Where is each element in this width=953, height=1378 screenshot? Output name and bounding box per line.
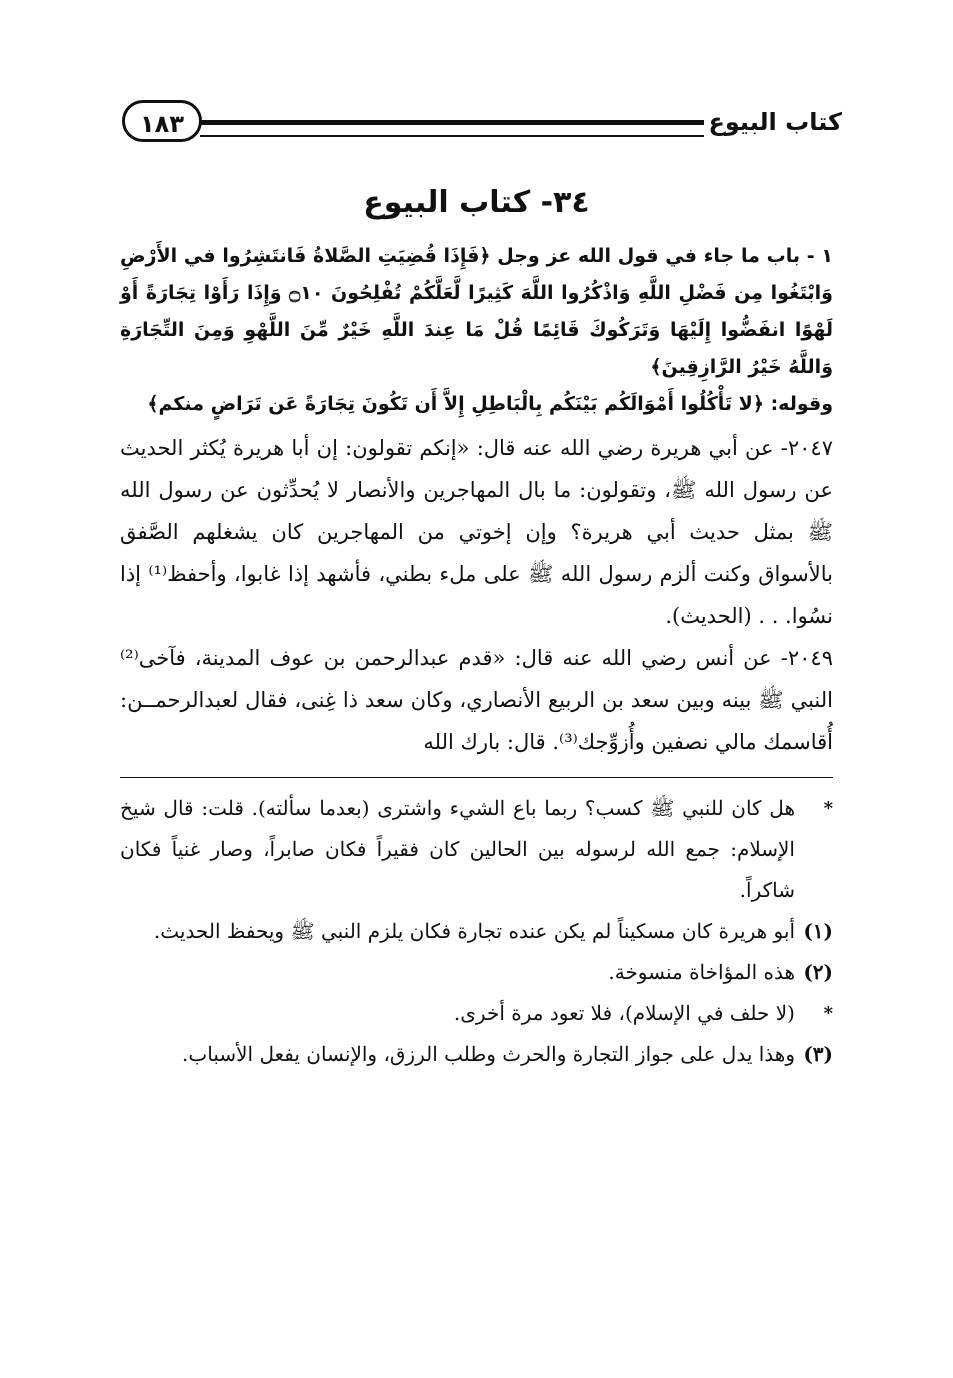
star-marker: * bbox=[823, 798, 833, 819]
running-header bbox=[122, 100, 842, 150]
footnote-text: (لا حلف في الإسلام)، فلا تعود مرة أخرى. bbox=[453, 1001, 795, 1025]
footnotes bbox=[120, 788, 833, 1075]
footnote-number: (٣) bbox=[803, 1042, 833, 1066]
footnote-text: أبو هريرة كان مسكيناً لم يكن عنده تجارة فكان يلزم النبي ﷺ ويحفظ الحديث. bbox=[153, 919, 795, 943]
footnote-item bbox=[120, 993, 833, 1034]
page-content bbox=[120, 238, 833, 1075]
footnote-text: وهذا يدل على جواز التجارة والحرث وطلب الرزق، والإنسان يفعل الأسباب. bbox=[182, 1042, 795, 1066]
header-rule bbox=[200, 120, 704, 137]
chapter-title: ٣٤- كتاب البيوع bbox=[363, 185, 590, 220]
star-marker: * bbox=[823, 1003, 833, 1024]
page-number: ١٨٣ bbox=[122, 100, 202, 142]
bab-verse: ١ - باب ما جاء في قول الله عز وجل ﴿فَإِذَا قُضِيَتِ الصَّلاةُ فَانتَشِرُوا في الأَرْضِ وَابْتَغُوا مِن فَضْلِ اللَّهِ وَاذْكُرُوا اللَّهَ كَثِيرًا لَّعَلَّكُمْ تُفْلِحُونَ ۝١٠ وَإِذَا رَأَوْا تِجَارَةً أَوْ لَهْوًا انفَضُّوا إِلَيْهَا وَتَرَكُوكَ قَائِمًا قُلْ مَا عِندَ اللَّهِ خَيْرٌ مِّنَ اللَّهْوِ وَمِنَ التِّجَارَةِ وَاللَّهُ خَيْرُ الرَّازِقِينَ﴾ bbox=[120, 245, 833, 378]
footnote-number: (٢) bbox=[803, 960, 833, 984]
bab-heading bbox=[120, 238, 833, 423]
footnote-text: هل كان للنبي ﷺ كسب؟ ربما باع الشيء واشترى (بعدما سألته). قلت: قال شيخ الإسلام: جمع الله لرسوله بين الحالين كان فقيراً فكان صابراً، وصار غنياً فكان شاكراً. bbox=[120, 796, 795, 902]
bab-verse-second: وقوله: ﴿لا تَأْكُلُوا أَمْوَالَكُم بَيْنَكُم بِالْبَاطِلِ إِلاَّ أَن تَكُونَ تِجَارَةً عَن تَرَاضٍ منكم﴾ bbox=[147, 393, 833, 415]
running-title: كتاب البيوع bbox=[708, 108, 842, 136]
footnote-separator bbox=[120, 777, 833, 778]
hadith-2047: ٢٠٤٧- عن أبي هريرة رضي الله عنه قال: «إنكم تقولون: إن أبا هريرة يُكثر الحديث عن رسول الله ﷺ، وتقولون: ما بال المهاجرين والأنصار لا يُحدِّثون عن رسول الله ﷺ بمثل حديث أبي هريرة؟ وإن إخوتي من المهاجرين كان يشغلهم الصَّفق بالأسواق وكنت ألزم رسول الله ﷺ على ملء بطني، فأشهد إذا غابوا، وأحفظ⁽¹⁾ إذا نسُوا. . . (الحديث). bbox=[120, 436, 833, 628]
footnote-item bbox=[120, 788, 833, 911]
hadith-block bbox=[120, 427, 833, 763]
footnote-item bbox=[120, 952, 833, 993]
footnote-item bbox=[120, 911, 833, 952]
footnote-item bbox=[120, 1034, 833, 1075]
hadith-2049: ٢٠٤٩- عن أنس رضي الله عنه قال: «قدم عبدالرحمن بن عوف المدينة، فآخى⁽²⁾ النبي ﷺ بينه وبين سعد بن الربيع الأنصاري، وكان سعد ذا غِنى، فقال لعبدالرحمــن: أُقاسمك مالي نصفين وأُزوِّجك⁽³⁾. قال: بارك الله bbox=[120, 646, 833, 754]
footnote-text: هذه المؤاخاة منسوخة. bbox=[608, 960, 795, 984]
footnote-number: (١) bbox=[803, 919, 833, 943]
